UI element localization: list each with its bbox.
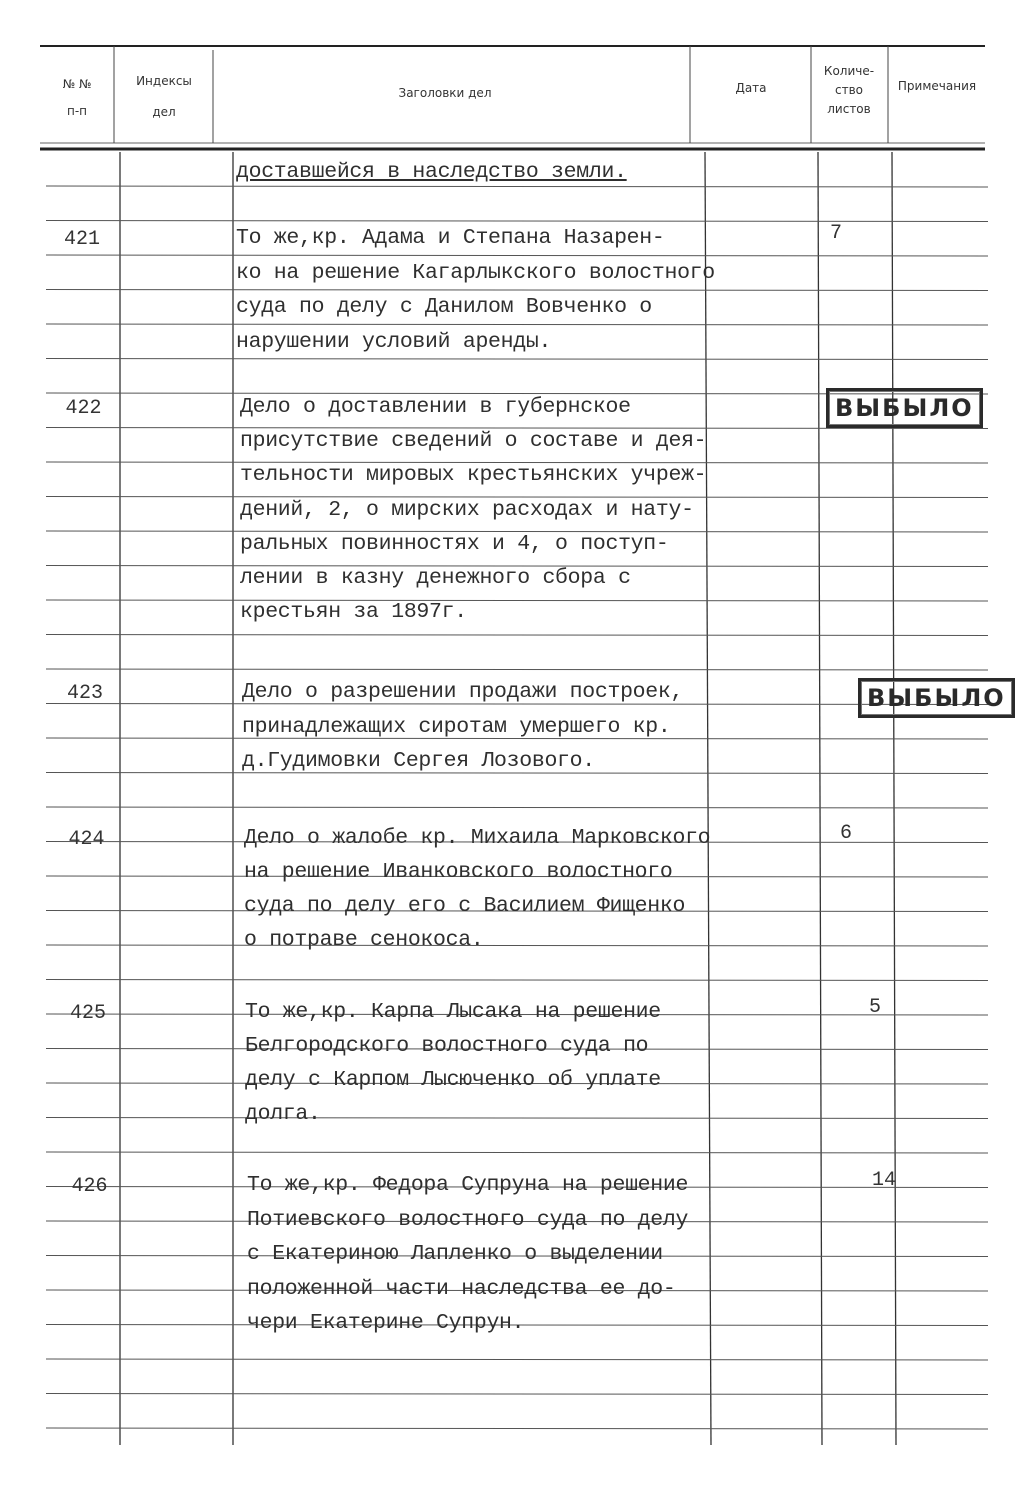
- entry-number: 424: [68, 828, 105, 851]
- entry-title-line: То же,кр. Федора Супруна на решение: [247, 1173, 689, 1197]
- ruled-line: [46, 359, 988, 360]
- ruled-line: [46, 669, 988, 670]
- withdrawn-stamp: ВЫБЫЛО: [826, 388, 983, 428]
- entry-number: 423: [67, 682, 104, 705]
- entry-title-line: Дело о разрешении продажи построек,: [242, 680, 684, 704]
- header-col-quantity-line2: ство: [834, 83, 863, 97]
- entry-title-line: Потиевского волостного суда по делу: [247, 1207, 689, 1232]
- ruled-line: [46, 186, 988, 187]
- ruled-line: [46, 1118, 988, 1119]
- header-col-number: [42, 76, 112, 120]
- header-col-index: [116, 73, 212, 121]
- entry-title-line: принадлежащих сиротам умершего кр.: [242, 714, 671, 739]
- header-col-date: Дата: [735, 81, 767, 95]
- entry-title-line: о потраве сенокоса.: [244, 928, 484, 952]
- ruled-line: [46, 290, 988, 291]
- entry-number: 426: [71, 1175, 108, 1198]
- entry-sheet-count: 5: [869, 996, 882, 1019]
- header-col-number-label: № №: [62, 77, 92, 91]
- entry-title-line: Белгородского волостного суда по: [245, 1034, 649, 1058]
- ruled-line: [46, 1394, 988, 1395]
- entry-title-line: лении в казну денежного сбора с: [240, 566, 631, 590]
- entry-title-line: ральных повинностях и 4, о поступ-: [240, 531, 669, 556]
- entry-title-line: чери Екатерине Супрун.: [247, 1311, 525, 1335]
- entry-title-line: То же,кр. Адама и Степана Назарен-: [236, 226, 665, 250]
- ruled-line: [46, 980, 988, 981]
- entry-title-line: присутствие сведений о составе и дея-: [240, 429, 707, 454]
- ruled-line: [46, 600, 988, 601]
- continuation-text: доставшейся в наследство земли.: [236, 160, 627, 184]
- header-col-quantity: [812, 62, 886, 119]
- entry-sheet-count: 6: [840, 822, 853, 845]
- ruled-line: [46, 807, 988, 808]
- entry-title-line: делу с Карпом Лысюченко об уплате: [245, 1068, 661, 1092]
- ruled-line: [46, 945, 988, 946]
- ruled-line: [46, 255, 988, 256]
- entry-title-line: Дело о доставлении в губернское: [240, 395, 631, 419]
- header-col-quantity-line1: Количе-: [823, 64, 875, 78]
- ruled-line: [46, 1152, 988, 1153]
- entry-title-line: То же,кр. Карпа Лысака на решение: [245, 1000, 661, 1024]
- entry-sheet-count: 14: [872, 1169, 897, 1192]
- entry-title-line: суда по делу с Данилом Вовченко о: [236, 295, 652, 319]
- entry-number: 425: [70, 1002, 107, 1025]
- ruled-line: [46, 635, 988, 636]
- ruled-line: [46, 1359, 988, 1360]
- entry-title-line: нарушении условий аренды.: [236, 329, 552, 354]
- entry-number: 422: [65, 397, 102, 420]
- entry-title-line: крестьян за 1897г.: [240, 600, 467, 625]
- entry-title-line: с Екатериною Лапленко о выделении: [247, 1242, 663, 1266]
- entry-number: 421: [64, 228, 101, 251]
- entry-title-line: ко на решение Кагарлыкского волостного: [236, 260, 715, 285]
- entry-title-line: Дело о жалобе кр. Михаила Марковского: [244, 826, 711, 850]
- header-col-index-label: Индексы: [136, 74, 192, 88]
- header-col-index-sub: дел: [152, 105, 176, 119]
- entry-sheet-count: 7: [830, 222, 843, 245]
- entry-title-line: долга.: [245, 1102, 321, 1126]
- ruled-line: [46, 324, 988, 325]
- header-col-number-sub: п-п: [66, 104, 88, 118]
- entry-title-line: суда по делу его с Василием Фищенко: [244, 894, 686, 918]
- header-col-quantity-line3: листов: [827, 102, 871, 116]
- header-col-notes: Примечания: [897, 79, 977, 93]
- entry-title-line: д.Гудимовки Сергея Лозового.: [242, 749, 595, 773]
- entry-title-line: на решение Иванковского волостного: [244, 860, 673, 884]
- header-col-title: Заголовки дел: [398, 86, 492, 100]
- ruled-line: [46, 1428, 988, 1429]
- withdrawn-stamp: ВЫБЫЛО: [858, 678, 1015, 718]
- entry-title-line: тельности мировых крестьянских учреж-: [240, 463, 707, 488]
- ruled-line: [46, 221, 988, 222]
- entry-title-line: дений, 2, о мирских расходах и нату-: [240, 497, 694, 522]
- entry-title-line: положенной части наследства ее до-: [247, 1276, 676, 1301]
